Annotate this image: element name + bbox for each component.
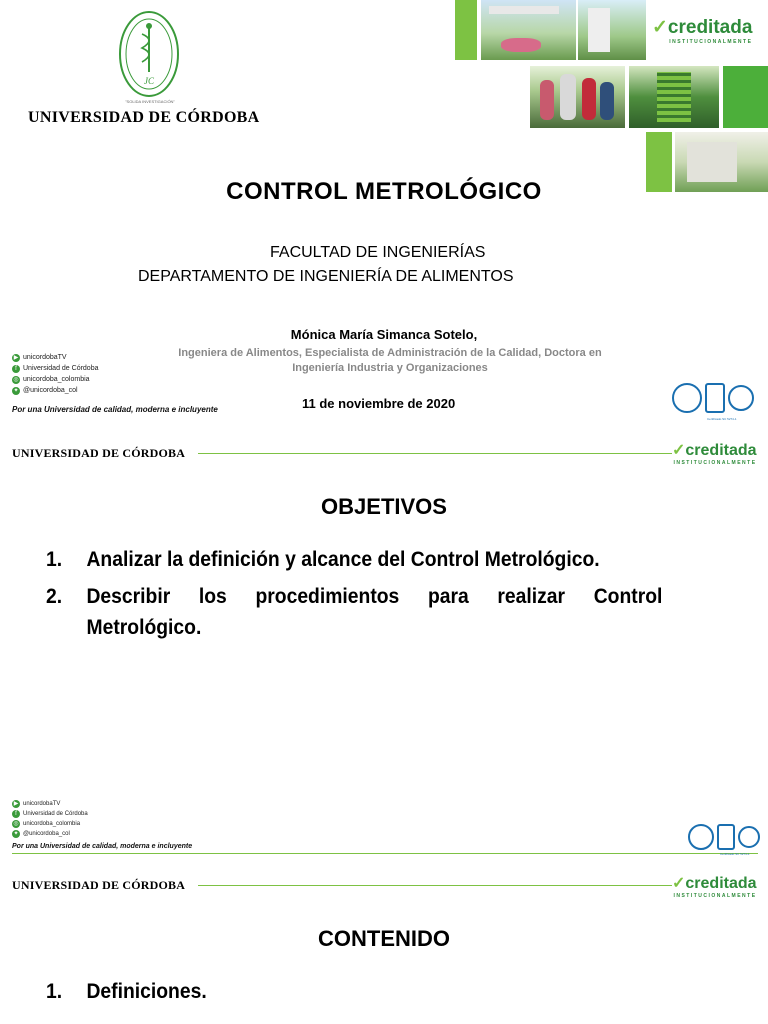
- svg-text:JC: JC: [144, 76, 154, 86]
- icontec-icon: [717, 824, 735, 850]
- youtube-icon: ▶: [13, 801, 19, 807]
- iqnet-icon: [728, 385, 754, 411]
- contents-list: [46, 976, 662, 1013]
- colombia-certification-icon: [688, 824, 714, 850]
- social-links: [12, 799, 88, 839]
- cert-caption: Certificado SC 5274-1: [707, 417, 737, 421]
- social-item[interactable]: f Universidad de Córdoba: [12, 363, 99, 374]
- objectives-slide: [0, 432, 768, 864]
- university-name: UNIVERSIDAD DE CÓRDOBA: [28, 109, 260, 126]
- footer-divider: [12, 853, 758, 854]
- university-name: UNIVERSIDAD DE CÓRDOBA: [12, 878, 186, 892]
- instagram-icon: ◎: [13, 821, 19, 827]
- list-item: 1. Analizar la definición y alcance del Control Metrológico.: [46, 548, 600, 571]
- checkmark-icon: ✓: [672, 875, 686, 892]
- accreditation-logo: ✓creditada INSTITUCIONALMENTE: [672, 875, 757, 899]
- contents-slide: [0, 864, 768, 1024]
- author-name: Mónica María Simanca Sotelo,: [290, 327, 478, 342]
- green-block: [723, 66, 768, 128]
- youtube-icon: ▶: [13, 354, 19, 361]
- list-item: 2. Describir los procedimientos para realizar Control Metrológico.: [46, 585, 663, 639]
- social-item[interactable]: ✦ @unicordoba_col: [13, 831, 70, 837]
- checkmark-icon: ✓: [652, 17, 668, 38]
- facebook-icon: f: [12, 810, 20, 818]
- seal-caption: "SOLIDA INVESTIGACIÓN": [125, 99, 175, 104]
- twitter-icon: ✦: [13, 831, 19, 837]
- university-seal-icon: [118, 10, 180, 98]
- section-heading: CONTENIDO: [318, 926, 450, 951]
- header-divider: [198, 453, 672, 454]
- department-name: DEPARTAMENTO DE INGENIERÍA DE ALIMENTOS: [138, 268, 514, 285]
- presentation-title: CONTROL METROLÓGICO: [226, 178, 542, 205]
- header-divider: [198, 885, 672, 886]
- accreditation-logo: ✓creditada INSTITUCIONALMENTE: [672, 442, 757, 466]
- instagram-icon: ◎: [13, 376, 19, 383]
- social-item[interactable]: ◎ unicordoba_colombia: [13, 376, 90, 383]
- certification-logos: [672, 383, 754, 413]
- green-block: [455, 0, 477, 60]
- tagline: Por una Universidad de calidad, moderna e incluyente: [12, 843, 193, 850]
- social-links: [12, 352, 99, 396]
- social-item[interactable]: ◎ unicordoba_colombia: [13, 821, 81, 827]
- students-photo: [530, 66, 625, 128]
- facebook-icon: f: [12, 365, 20, 373]
- tagline: Por una Universidad de calidad, moderna e incluyente: [12, 405, 218, 414]
- university-name: UNIVERSIDAD DE CÓRDOBA: [12, 446, 186, 460]
- cert-caption: Certificado SC 5274-1: [720, 852, 750, 856]
- checkmark-icon: ✓: [672, 442, 686, 459]
- green-building-photo: [629, 66, 719, 128]
- accreditation-logo: ✓creditada INSTITUCIONALMENTE: [652, 17, 753, 45]
- campus-photo: [481, 0, 576, 60]
- author-bio: Ingeniera de Alimentos, Especialista de Administración de la Calidad, Doctora en Ingeniería Industria y Organizaciones: [178, 347, 602, 374]
- social-item[interactable]: ▶ unicordobaTV: [13, 801, 61, 807]
- objectives-list: [46, 544, 662, 649]
- social-item[interactable]: ▶ unicordobaTV: [13, 354, 67, 361]
- section-heading: OBJETIVOS: [321, 494, 447, 519]
- twitter-icon: ✦: [13, 387, 19, 394]
- social-item[interactable]: f Universidad de Córdoba: [12, 809, 88, 819]
- building-photo: [578, 0, 646, 60]
- colombia-certification-icon: [672, 383, 702, 413]
- iqnet-icon: [738, 826, 760, 848]
- list-item: 1. Definiciones.: [46, 980, 207, 1003]
- presentation-date: 11 de noviembre de 2020: [302, 396, 456, 411]
- faculty-name: FACULTAD DE INGENIERÍAS: [270, 244, 486, 261]
- social-item[interactable]: ✦ @unicordoba_col: [13, 387, 78, 394]
- icontec-icon: [705, 383, 725, 413]
- title-slide: [0, 0, 768, 432]
- certification-logos: [688, 824, 760, 850]
